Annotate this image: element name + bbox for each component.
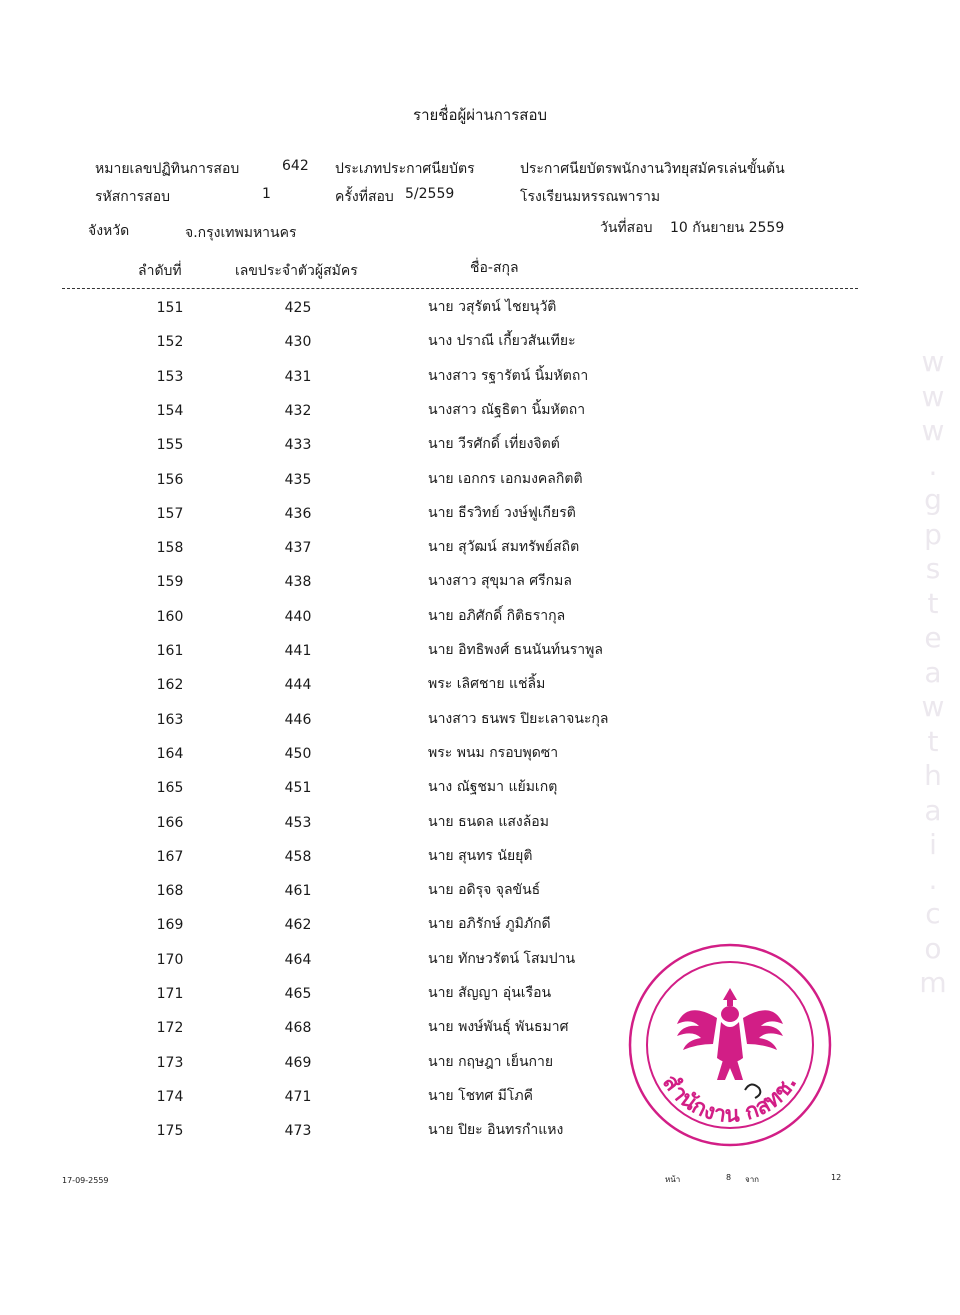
applicant-name: นาย สุนทร นัยยุติ — [428, 847, 533, 864]
applicant-id: 464 — [284, 951, 312, 968]
row-number: 169 — [156, 917, 184, 934]
applicant-id: 425 — [284, 300, 312, 316]
table-row — [0, 574, 960, 608]
applicant-id: 461 — [284, 883, 312, 900]
row-number: 174 — [156, 1088, 184, 1105]
table-row — [0, 403, 960, 437]
applicant-name: นาย ธีรวิทย์ วงษ์ฟูเกียรติ — [428, 504, 576, 521]
row-number: 156 — [156, 471, 184, 488]
applicant-name: นางสาว รฐารัตน์ นิ้มหัตถา — [428, 367, 589, 384]
applicant-id: 451 — [284, 780, 312, 797]
row-number: 163 — [156, 711, 184, 728]
applicant-name: นาย สัญญา อุ่นเรือน — [428, 985, 552, 1001]
applicant-name: นาย วสุรัตน์ ไชยนุวัติ — [428, 299, 557, 315]
applicant-name: นาย พงษ์พันธุ์ พันธมาศ — [428, 1019, 569, 1036]
row-number: 168 — [156, 883, 184, 900]
applicant-name: นาย อดิรุจ จุลขันธ์ — [428, 882, 541, 899]
row-number: 159 — [156, 574, 184, 591]
table-row — [0, 369, 960, 403]
applicant-name: นาย เอกกร เอกมงคลกิตติ — [428, 470, 583, 487]
applicant-id: 440 — [284, 608, 312, 625]
applicant-id: 444 — [284, 677, 312, 694]
applicant-name: นางสาว ณัฐธิตา นิ้มหัตถา — [428, 401, 586, 418]
row-number: 158 — [156, 540, 184, 557]
table-row — [0, 540, 960, 574]
row-number: 173 — [156, 1054, 184, 1071]
cert-type-value: ประกาศนียบัตรพนักงานวิทยุสมัครเล่นขั้นต้น — [520, 161, 785, 177]
row-number: 165 — [156, 780, 184, 797]
applicant-id: 468 — [284, 1020, 312, 1037]
applicant-name: พระ พนม กรอบพุดซา — [428, 744, 559, 761]
row-number: 172 — [156, 1020, 184, 1037]
table-row — [0, 334, 960, 368]
applicant-id: 473 — [284, 1123, 312, 1140]
applicant-id: 441 — [284, 643, 312, 659]
table-row — [0, 815, 960, 849]
column-header-no: ลำดับที่ — [138, 263, 182, 279]
page-label: หน้า — [665, 1175, 681, 1184]
applicant-id: 432 — [284, 402, 312, 419]
total-pages: 12 — [831, 1173, 842, 1182]
exam-date-value: 10 กันยายน 2559 — [670, 220, 785, 236]
row-number: 160 — [156, 608, 184, 625]
row-number: 171 — [156, 986, 184, 1002]
row-number: 166 — [156, 814, 184, 831]
row-number: 161 — [156, 643, 184, 659]
applicant-id: 431 — [284, 368, 312, 385]
table-row — [0, 712, 960, 746]
applicant-name: นาย วีรศักดิ์ เที่ยงจิตต์ — [428, 436, 560, 453]
row-number: 157 — [156, 505, 184, 522]
applicant-id: 469 — [284, 1054, 312, 1071]
watermark-letters: w w w . g p s t e a w t h a i . c o m — [919, 345, 947, 999]
applicant-name: นาย ธนดล แสงล้อม — [428, 813, 549, 830]
table-row — [0, 677, 960, 711]
province-value: จ.กรุงเทพมหานคร — [185, 225, 297, 241]
applicant-id: 458 — [284, 848, 312, 865]
applicant-id: 471 — [284, 1088, 312, 1105]
round-label: ครั้งที่สอบ — [335, 189, 394, 205]
applicant-name: นาย สุวัฒน์ สมทรัพย์สถิต — [428, 539, 580, 556]
exam-notice-label: หมายเลขปฏิทินการสอบ — [95, 161, 240, 177]
print-date: 17-09-2559 — [62, 1176, 109, 1185]
applicant-name: นาย โชทศ มีโภคี — [428, 1087, 534, 1104]
applicant-name: พระ เลิศชาย แช่ลิ้ม — [428, 676, 546, 693]
column-header-id: เลขประจำตัวผู้สมัคร — [235, 263, 358, 279]
applicant-id: 436 — [284, 505, 312, 522]
applicant-id: 465 — [284, 986, 312, 1002]
exam-notice-value: 642 — [282, 158, 309, 174]
applicant-id: 453 — [284, 814, 312, 831]
table-row — [0, 883, 960, 917]
table-row — [0, 780, 960, 814]
applicant-id: 430 — [284, 334, 312, 351]
exam-code-label: รหัสการสอบ — [95, 189, 170, 205]
garuda-emblem-icon — [677, 988, 783, 1080]
of-label: จาก — [745, 1175, 760, 1184]
row-number: 151 — [156, 300, 184, 316]
applicant-name: นาย ปิยะ อินทรกำแหง — [428, 1122, 564, 1139]
cert-type-label: ประเภทประกาศนียบัตร — [335, 161, 475, 177]
applicant-id: 433 — [284, 437, 312, 454]
table-row — [0, 746, 960, 780]
applicant-name: นาย ทักษวรัตน์ โสมปาน — [428, 950, 576, 967]
row-number: 153 — [156, 368, 184, 385]
applicant-id: 435 — [284, 471, 312, 488]
column-header-name: ชื่อ-สกุล — [470, 260, 519, 276]
applicant-id: 462 — [284, 917, 312, 934]
row-number: 155 — [156, 437, 184, 454]
applicant-id: 446 — [284, 711, 312, 728]
province-label: จังหวัด — [88, 223, 130, 239]
table-row — [0, 609, 960, 643]
page-number: 8 — [726, 1173, 732, 1182]
venue: โรงเรียนมหรรณพาราม — [520, 189, 661, 205]
applicant-name: นาย อภิศักดิ์ กิติธรากุล — [428, 607, 566, 624]
table-row — [0, 300, 960, 334]
table-row — [0, 849, 960, 883]
row-number: 154 — [156, 402, 184, 419]
page-title: รายชื่อผู้ผ่านการสอบ — [413, 106, 547, 124]
table-row — [0, 643, 960, 677]
applicant-name: นาย อภิรักษ์ ภูมิภักดี — [428, 916, 551, 933]
applicant-name: นางสาว ธนพร ปิยะเลาจนะกุล — [428, 710, 609, 727]
applicant-name: นาย อิทธิพงศ์ ธนนันท์นราพูล — [428, 642, 603, 658]
row-number: 162 — [156, 677, 184, 694]
row-number: 164 — [156, 745, 184, 762]
applicant-name: นาง ปราณี เกี้ยวสันเทียะ — [428, 333, 576, 350]
applicant-id: 450 — [284, 745, 312, 762]
applicant-name: นาย กฤษฎา เย็นกาย — [428, 1053, 554, 1070]
official-seal-stamp — [625, 940, 835, 1150]
row-number: 175 — [156, 1123, 184, 1140]
row-number: 170 — [156, 951, 184, 968]
row-number: 167 — [156, 848, 184, 865]
stamp-text: สำนักงาน กสทช. — [657, 1070, 803, 1128]
applicant-id: 438 — [284, 574, 312, 591]
row-number: 152 — [156, 334, 184, 351]
table-row — [0, 472, 960, 506]
exam-date-label: วันที่สอบ — [600, 220, 653, 236]
table-row — [0, 506, 960, 540]
exam-code-value: 1 — [262, 186, 271, 202]
table-row — [0, 437, 960, 471]
round-value: 5/2559 — [405, 186, 455, 202]
applicant-name: นาง ณัฐชมา แย้มเกตุ — [428, 779, 558, 796]
applicant-id: 437 — [284, 540, 312, 557]
applicant-name: นางสาว สุขุมาล ศรีกมล — [428, 573, 572, 590]
header-divider — [62, 288, 858, 289]
